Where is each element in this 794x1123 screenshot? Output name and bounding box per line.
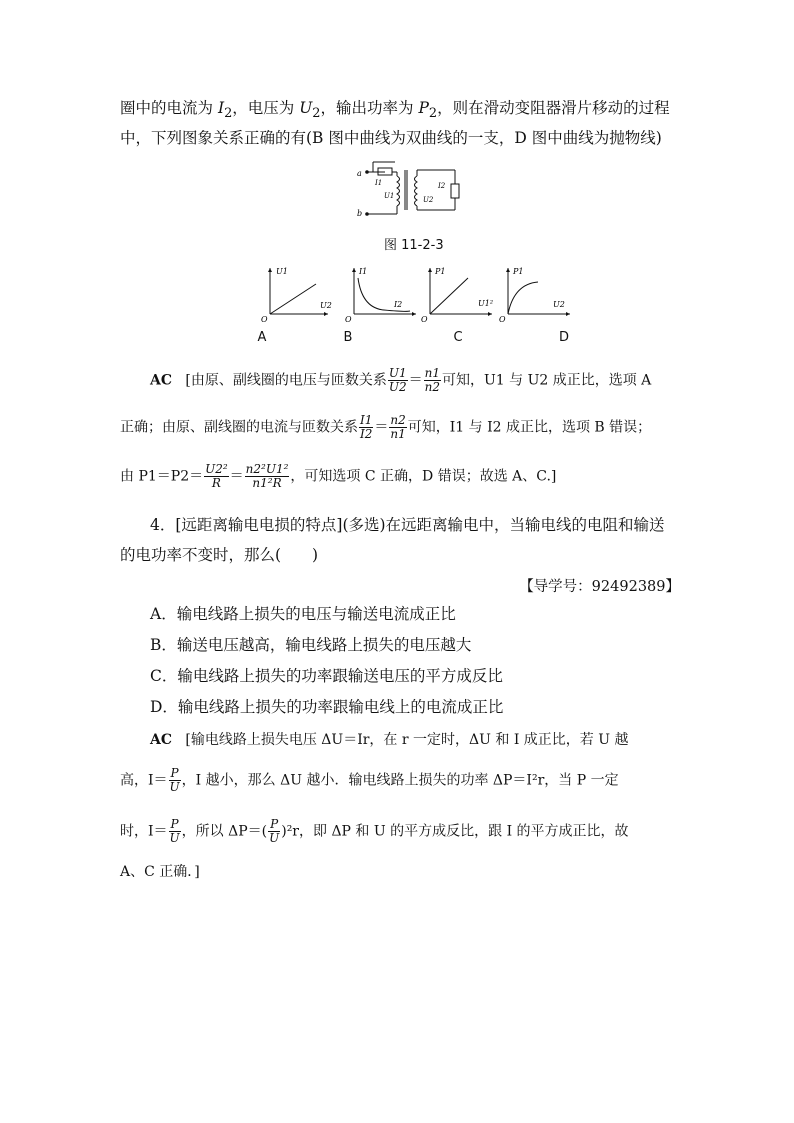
option-c: C．输电线路上损失的功率跟输送电压的平方成反比	[150, 667, 503, 685]
fraction-P-U	[169, 767, 181, 794]
graph-letter-D: D	[558, 330, 569, 345]
math-term: U2²	[205, 462, 228, 476]
graph-A-ylabel: U1	[276, 267, 288, 276]
graph-D	[499, 267, 570, 324]
solution-text: 正确；由原、副线圈的电流与匝数关系	[120, 419, 358, 436]
label-I1: I1	[375, 179, 383, 187]
solution-text: ，I 越小，那么 ΔU 越小．输电线路上损失的功率 ΔP＝I²r，当 P 一定	[181, 772, 619, 789]
solution-text: [输电线路上损失电压 ΔU＝Ir，在 r 一定时，ΔU 和 I 成正比，若 U 越	[185, 732, 629, 748]
graph-letter-C: C	[453, 330, 463, 345]
graph-A-xlabel: U2	[320, 301, 332, 310]
math-term: P	[270, 817, 279, 831]
solution-text: 可知，	[441, 372, 484, 389]
solution-text: ，可知选项 C 正确，D 错误；故选 A、C.]	[290, 468, 557, 485]
graph-C	[421, 267, 493, 324]
intro-text: ，则在滑动变阻器滑片移动的过程	[437, 99, 670, 117]
option-d: D．输电线路上损失的功率跟输电线上的电流成正比	[150, 698, 504, 716]
fraction-n1-n2	[424, 367, 441, 394]
solution4-line-2	[120, 767, 680, 794]
figure-caption: 图 11-2-3	[384, 238, 444, 253]
label-U1: U1	[384, 192, 395, 200]
math-term: n2	[390, 413, 406, 427]
math-term: U	[169, 831, 180, 845]
graph-B-xlabel: I2	[394, 300, 403, 309]
q4-line-2: 的电功率不变时，那么( )	[120, 546, 319, 564]
solution4-line-1	[150, 730, 710, 750]
intro-text: 圈中的电流为	[120, 99, 218, 117]
math-term: n2²U1²	[245, 462, 289, 476]
fraction-n2U1-n1R	[245, 463, 290, 490]
terminal-b	[365, 212, 369, 216]
var-U: U	[299, 99, 313, 117]
math-term: I2	[360, 427, 373, 441]
solution3-line-3: 由 P1＝P2＝ $\frac{\text{U2²}}{R}$ ＝ $\frac{\text{n2²U1²}}{\text{n1²R}}$ ，可知选项 C 正确，D 错误；故选 A、C.]	[120, 462, 557, 490]
math-term: R	[211, 476, 221, 490]
math-term: U1	[388, 366, 407, 380]
solution4-line-3	[120, 818, 680, 845]
terminal-a	[365, 170, 369, 174]
graphs-group	[258, 262, 598, 326]
q4-line-1: 4．[远距离输电电损的特点](多选)在远距离输电中，当输电线的电阻和输送	[150, 516, 665, 534]
math-term: U2	[388, 380, 407, 394]
graph-C-origin: O	[421, 315, 428, 324]
graph-D-origin: O	[499, 315, 506, 324]
fraction-U1-U2	[388, 367, 408, 394]
fraction-U2sq-R	[204, 463, 229, 490]
var-P: P	[418, 99, 429, 117]
solution-text: ，所以 ΔP＝(	[181, 823, 268, 840]
solution3-line-1: AC [由原、副线圈的电压与匝数关系 $\frac{U1}{U2}$ ＝ $\frac{n1}{n2}$ 可知，U1 与 U2 成正比，选项 A	[150, 366, 652, 394]
label-U2: U2	[423, 196, 434, 204]
intro-text: ，输出功率为	[320, 99, 419, 117]
graph-C-ylabel: P1	[435, 267, 446, 276]
fraction-P-U	[268, 818, 280, 845]
graph-A-line	[270, 284, 316, 314]
graph-B-ylabel: I1	[359, 267, 368, 276]
math-term: U	[269, 831, 280, 845]
label-b: b	[357, 209, 363, 218]
graph-D-ylabel: P1	[513, 267, 524, 276]
graph-A-origin: O	[261, 315, 268, 324]
var-I: I	[217, 99, 225, 117]
graph-B-origin: O	[345, 315, 352, 324]
intro-line-2: 中，下列图象关系正确的有(B 图中曲线为双曲线的一支，D 图中曲线为抛物线)	[120, 129, 662, 147]
solution-text: 由 P1＝P2＝	[120, 468, 204, 485]
solution-text: [由原、副线圈的电压与匝数关系	[185, 372, 387, 389]
fraction-P-U	[169, 818, 181, 845]
solution4-line-4: A、C 正确．]	[120, 864, 200, 880]
solution-text: 可知，I1 与 I2 成正比，选项 B 错误；	[407, 419, 652, 436]
math-term: P	[170, 817, 179, 831]
graph-B	[345, 267, 416, 324]
solution-text: 时，I＝	[120, 823, 168, 840]
math-term: n1	[424, 366, 440, 380]
math-term: n1	[390, 427, 406, 441]
answer-label: AC	[150, 732, 173, 748]
graph-letter-B: B	[343, 330, 353, 345]
graph-letter-A: A	[257, 330, 267, 345]
math-term: n2	[424, 380, 440, 394]
graph-C-line	[430, 278, 468, 314]
graph-A	[261, 267, 332, 324]
intro-line-1: 圈中的电流为 $I_2$，电压为 $U_2$，输出功率为 $P_2$，则在滑动变阻器滑片移动的过程	[120, 99, 670, 122]
option-b: B．输送电压越高，输电线路上损失的电压越大	[150, 636, 472, 654]
transformer-circuit-diagram	[345, 158, 475, 220]
graph-D-xlabel: U2	[553, 300, 565, 309]
guide-number: 【导学号：92492389】	[519, 579, 680, 595]
graph-C-xlabel: U1²	[478, 299, 494, 308]
fraction-I1-I2	[359, 414, 373, 441]
label-I2: I2	[438, 182, 446, 190]
graph-D-curve	[508, 282, 538, 314]
math-term: I1	[360, 413, 373, 427]
option-a: A．输电线路上损失的电压与输送电流成正比	[150, 605, 456, 623]
solution-text: 高，I＝	[120, 772, 168, 789]
solution-text: U1 与 U2 成正比，选项 A	[483, 372, 652, 389]
math-term: n1²R	[252, 476, 282, 490]
math-term: U	[169, 780, 180, 794]
answer-label: AC	[150, 372, 173, 389]
label-a: a	[357, 169, 362, 178]
solution-text: )²r，即 ΔP 和 U 的平方成反比，跟 I 的平方成正比，故	[281, 823, 629, 840]
math-term: P	[170, 766, 179, 780]
fraction-n2-n1	[389, 414, 406, 441]
solution3-line-2: 正确；由原、副线圈的电流与匝数关系 $\frac{I1}{I2}$ ＝ $\frac{n2}{n1}$ 可知，I1 与 I2 成正比，选项 B 错误；	[120, 413, 652, 441]
intro-text: ，电压为	[232, 99, 300, 117]
